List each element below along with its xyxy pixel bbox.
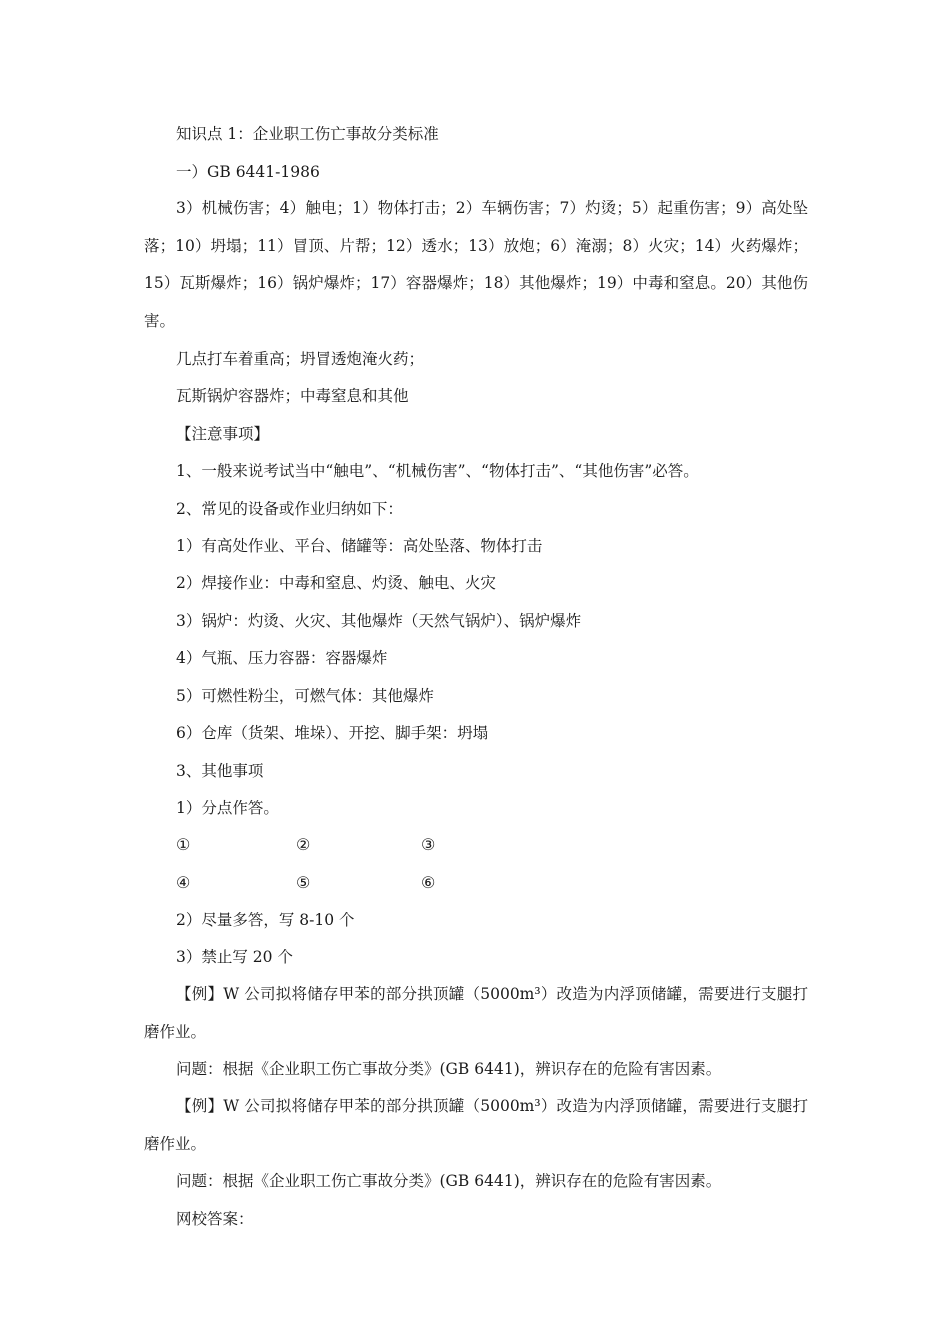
sub-item-3: 3）禁止写 20 个 bbox=[176, 948, 293, 966]
list-item: 4）气瓶、压力容器：容器爆炸 bbox=[176, 649, 388, 667]
circled-number: ④ bbox=[176, 873, 191, 892]
mnemonic-line-1: 几点打车着重高；坍冒透炮淹火药； bbox=[176, 350, 425, 368]
section-heading: 知识点 1：企业职工伤亡事故分类标准 bbox=[176, 125, 439, 143]
circled-number: ② bbox=[296, 835, 311, 854]
example-paragraph-2: 【例】W 公司拟将储存甲苯的部分拱顶罐（5000m³）改造为内浮顶储罐，需要进行支腿打磨作业。 bbox=[144, 1097, 808, 1153]
circled-number: ① bbox=[176, 835, 191, 854]
sub-item-2: 2）尽量多答，写 8-10 个 bbox=[176, 911, 355, 929]
note-item-1: 1、一般来说考试当中“触电”、“机械伤害”、“物体打击”、“其他伤害”必答。 bbox=[176, 462, 699, 480]
answer-label: 网校答案： bbox=[176, 1210, 254, 1228]
list-item: 5）可燃性粉尘，可燃气体：其他爆炸 bbox=[176, 687, 434, 705]
example-paragraph-1: 【例】W 公司拟将储存甲苯的部分拱顶罐（5000m³）改造为内浮顶储罐，需要进行支腿打磨作业。 bbox=[144, 985, 808, 1041]
note-item-2: 2、常见的设备或作业归纳如下： bbox=[176, 500, 403, 518]
standard-line: 一）GB 6441-1986 bbox=[176, 163, 320, 181]
categories-paragraph: 3）机械伤害；4）触电；1）物体打击；2）车辆伤害；7）灼烫；5）起重伤害；9）高处坠落；10）坍塌；11）冒顶、片帮；12）透水；13）放炮；6）淹溺；8）火灾；14）火药爆炸；15）瓦斯爆炸；16）锅炉爆炸；17）容器爆炸；18）其他爆炸；19）中毒和窒息。20）其他伤害。 bbox=[144, 199, 808, 330]
list-item: 1）有高处作业、平台、储罐等：高处坠落、物体打击 bbox=[176, 537, 543, 555]
note-item-3: 3、其他事项 bbox=[176, 762, 264, 780]
question-line-1: 问题：根据《企业职工伤亡事故分类》(GB 6441)，辨识存在的危险有害因素。 bbox=[176, 1060, 722, 1078]
circled-number: ③ bbox=[421, 835, 436, 854]
question-line-2: 问题：根据《企业职工伤亡事故分类》(GB 6441)，辨识存在的危险有害因素。 bbox=[176, 1172, 722, 1190]
mnemonic-line-2: 瓦斯锅炉容器炸；中毒窒息和其他 bbox=[176, 387, 409, 405]
list-item: 2）焊接作业：中毒和窒息、灼烫、触电、火灾 bbox=[176, 574, 496, 592]
list-item: 6）仓库（货架、堆垛）、开挖、脚手架：坍塌 bbox=[176, 724, 489, 742]
list-item: 3）锅炉：灼烫、火灾、其他爆炸（天然气锅炉）、锅炉爆炸 bbox=[176, 612, 582, 630]
notes-title: 【注意事项】 bbox=[176, 425, 270, 443]
circled-number: ⑥ bbox=[421, 873, 436, 892]
circled-number: ⑤ bbox=[296, 873, 311, 892]
sub-item-1: 1）分点作答。 bbox=[176, 799, 279, 817]
